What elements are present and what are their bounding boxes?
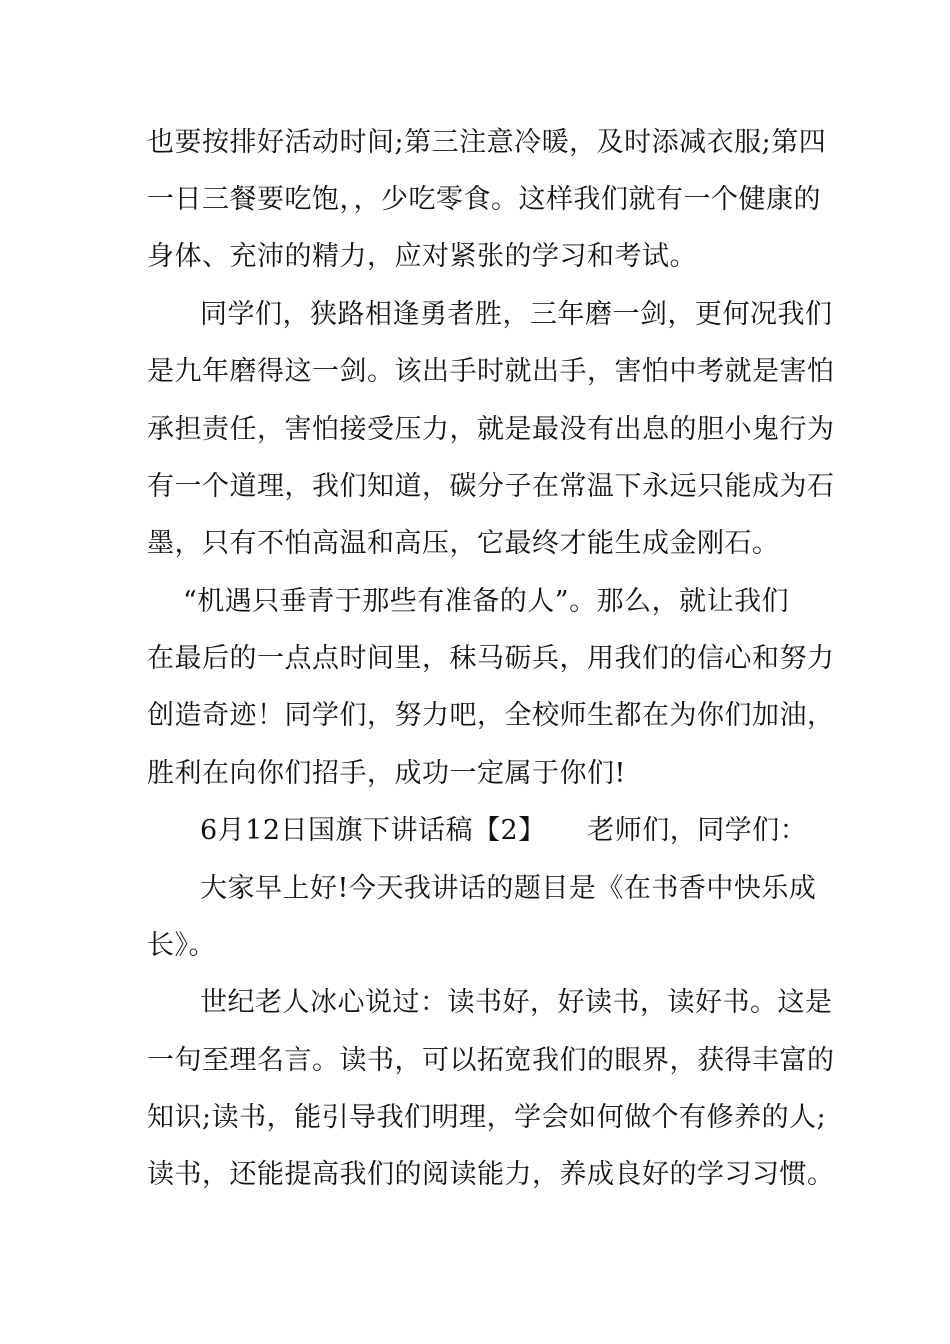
paragraph-start-line: 世纪老人冰心说过：读书好，好读书，读好书。这是 <box>200 987 833 1018</box>
text-line: 承担责任，害怕接受压力，就是最没有出息的胆小鬼行为 <box>147 414 835 445</box>
text-line: 读书，还能提高我们的阅读能力，养成良好的学习习惯。 <box>147 1159 835 1190</box>
paragraph-start-line: 同学们，狭路相逢勇者胜，三年磨一剑，更何况我们 <box>200 299 833 330</box>
text-line: 创造奇迹！同学们，努力吧，全校师生都在为你们加油， <box>147 700 835 731</box>
text-line: 在最后的一点点时间里，秣马砺兵，用我们的信心和努力 <box>147 643 835 674</box>
text-line: 长》。 <box>147 930 216 961</box>
paragraph-start-line: “机遇只垂青于那些有准备的人”。那么，就让我们 <box>183 586 790 617</box>
text-line: 有一个道理，我们知道，碳分子在常温下永远只能成为石 <box>147 471 835 502</box>
paragraph-start-line: 大家早上好!今天我讲话的题目是《在书香中快乐成 <box>200 873 817 904</box>
text-line: 墨，只有不怕高温和高压，它最终才能生成金刚石。 <box>147 528 780 559</box>
text-line: 也要按排好活动时间;第三注意冷暖，及时添减衣服;第四 <box>147 127 827 158</box>
text-line: 身体、充沛的精力，应对紧张的学习和考试。 <box>147 241 697 272</box>
text-line: 知识;读书，能引导我们明理，学会如何做个有修养的人; <box>147 1102 827 1133</box>
text-line: 一句至理名言。读书，可以拓宽我们的眼界，获得丰富的 <box>147 1045 835 1076</box>
text-line: 胜利在向你们招手，成功一定属于你们! <box>147 758 626 789</box>
text-line: 一日三餐要吃饱，，少吃零食。这样我们就有一个健康的 <box>147 184 821 215</box>
text-line: 是九年磨得这一剑。该出手时就出手，害怕中考就是害怕 <box>147 356 835 387</box>
section-heading-line: 6月12日国旗下讲话稿【2】 老师们，同学们： <box>200 815 808 846</box>
